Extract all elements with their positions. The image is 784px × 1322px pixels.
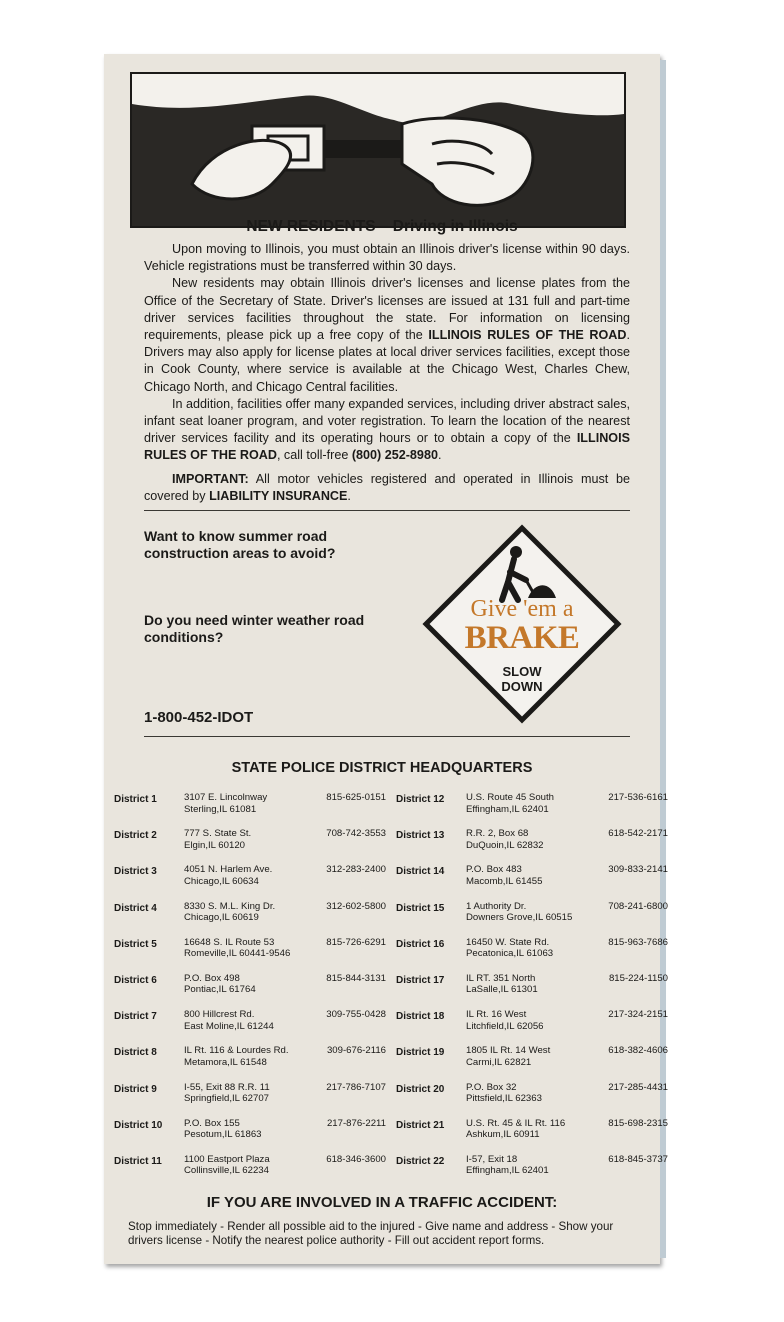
district-row <box>114 822 388 858</box>
district-phone: 618-346-3600 <box>326 1153 386 1165</box>
district-phone: 815-963-7686 <box>608 936 668 948</box>
district-row <box>396 1003 670 1039</box>
district-address-line1: 8330 S. M.L. King Dr. <box>184 900 276 912</box>
district-phone: 217-285-4431 <box>608 1081 668 1093</box>
seatbelt-buckle-illustration <box>130 72 626 228</box>
paragraph-1: Upon moving to Illinois, you must obtain an Illinois driver's license within 90 days. Vehicle registrations must be transferred within 30 days. <box>144 242 630 274</box>
district-address <box>466 973 596 996</box>
district-phone: 309-755-0428 <box>326 1009 386 1021</box>
district-row <box>114 786 388 822</box>
divider <box>144 510 630 511</box>
district-row <box>114 931 388 967</box>
district-name: District 19 <box>396 1047 445 1059</box>
district-address-line1: R.R. 2, Box 68 <box>466 828 529 840</box>
sign-text-brake: BRAKE <box>464 620 580 656</box>
district-name: District 17 <box>396 974 445 986</box>
district-phone: 618-542-2171 <box>608 828 668 840</box>
district-address <box>184 1009 314 1032</box>
district-address-line2: Litchfield,IL 62056 <box>466 1020 544 1032</box>
district-address-line2: Effingham,IL 62401 <box>466 803 549 815</box>
district-address <box>466 937 596 960</box>
district-address-line2: LaSalle,IL 61301 <box>466 984 538 996</box>
district-address-line1: 1100 Eastport Plaza <box>184 1153 270 1165</box>
district-name: District 9 <box>114 1083 157 1095</box>
district-list-left <box>114 786 388 1184</box>
district-row <box>396 1076 670 1112</box>
district-address <box>184 1154 314 1177</box>
district-name: District 14 <box>396 866 445 878</box>
district-address-line1: U.S. Rt. 45 & IL Rt. 116 <box>466 1117 566 1129</box>
district-address-line2: Pittsfield,IL 62363 <box>466 1093 542 1104</box>
divider <box>144 736 630 737</box>
district-row <box>396 967 670 1003</box>
district-address-line2: Collinsville,IL 62234 <box>184 1165 269 1177</box>
district-row <box>396 895 670 931</box>
district-name: District 15 <box>396 902 445 914</box>
district-address-line2: Chicago,IL 60619 <box>184 912 259 924</box>
district-name: District 20 <box>396 1083 445 1095</box>
district-row <box>114 1148 388 1184</box>
district-address <box>184 901 314 924</box>
district-address-line2: Macomb,IL 61455 <box>466 875 543 887</box>
district-phone: 708-742-3553 <box>326 828 386 840</box>
district-address-line1: 777 S. State St. <box>184 828 252 840</box>
district-address <box>466 1009 596 1032</box>
district-row <box>396 1148 670 1184</box>
district-address-line1: 3107 E. Lincolnway <box>184 792 268 803</box>
district-address-line2: Ashkum,IL 60911 <box>466 1129 540 1141</box>
district-phone: 618-382-4606 <box>608 1045 668 1057</box>
give-em-a-brake-sign <box>422 524 622 724</box>
district-address-line1: I-55, Exit 88 R.R. 11 <box>184 1081 270 1093</box>
district-address-line2: Pesotum,IL 61863 <box>184 1129 262 1141</box>
district-address-line2: Effingham,IL 62401 <box>466 1165 549 1177</box>
district-phone: 217-324-2151 <box>608 1009 668 1021</box>
seatbelt-icon <box>132 74 624 226</box>
district-address-line2: Pontiac,IL 61764 <box>184 984 256 996</box>
district-address-line2: Elgin,IL 60120 <box>184 839 245 851</box>
district-row <box>396 822 670 858</box>
accident-instructions: Stop immediately - Render all possible aid to the injured - Give name and address - Show your drivers license - Notify the nearest police authority - Fill out accident report forms. <box>128 1220 614 1247</box>
district-phone: 217-876-2211 <box>326 1117 386 1129</box>
district-address <box>184 1082 314 1105</box>
district-address-line1: P.O. Box 483 <box>466 864 522 876</box>
district-address-line1: IL Rt. 16 West <box>466 1009 527 1021</box>
page-title: NEW RESIDENTS – Driving in Illinois <box>246 218 518 235</box>
district-row <box>114 1039 388 1075</box>
district-address-line2: Chicago,IL 60634 <box>184 875 259 887</box>
district-name: District 3 <box>114 866 157 878</box>
district-phone: 815-698-2315 <box>608 1117 668 1129</box>
district-name: District 7 <box>114 1011 157 1023</box>
district-address-line1: P.O. Box 498 <box>184 972 240 984</box>
idot-phone: 1-800-452-IDOT <box>144 709 254 726</box>
idot-question-summer: Want to know summer road construction areas to avoid? <box>144 528 336 561</box>
district-address <box>466 1082 596 1105</box>
district-name: District 5 <box>114 938 157 950</box>
sign-text-slow-down: SLOW DOWN <box>501 664 543 694</box>
district-phone: 708-241-6800 <box>608 900 668 912</box>
district-address-line1: 1 Authority Dr. <box>466 900 527 912</box>
district-row <box>114 858 388 894</box>
district-address-line1: I-57, Exit 18 <box>466 1153 518 1165</box>
district-name: District 13 <box>396 830 445 842</box>
district-address <box>466 901 596 924</box>
district-address <box>466 864 596 887</box>
district-row <box>396 1112 670 1148</box>
district-address-line2: Sterling,IL 61081 <box>184 803 257 815</box>
district-name: District 22 <box>396 1155 445 1167</box>
district-phone: 312-602-5800 <box>326 900 386 912</box>
district-address <box>184 937 314 960</box>
district-row <box>114 1003 388 1039</box>
district-row <box>396 858 670 894</box>
district-address-line2: DuQuoin,IL 62832 <box>466 839 544 851</box>
district-name: District 4 <box>114 902 157 914</box>
district-address-line1: 16450 W. State Rd. <box>466 936 550 948</box>
district-address <box>184 828 314 851</box>
district-phone: 309-676-2116 <box>326 1045 386 1057</box>
district-row <box>114 1076 388 1112</box>
district-address <box>466 828 596 851</box>
district-address-line1: 800 Hillcrest Rd. <box>184 1009 255 1021</box>
district-address-line1: 16648 S. IL Route 53 <box>184 936 275 948</box>
district-address-line1: U.S. Route 45 South <box>466 792 554 803</box>
district-name: District 2 <box>114 830 157 842</box>
district-name: District 1 <box>114 794 157 805</box>
district-row <box>114 967 388 1003</box>
district-address <box>184 1045 314 1068</box>
district-name: District 10 <box>114 1119 163 1131</box>
district-address <box>184 973 314 996</box>
district-address-line1: P.O. Box 155 <box>184 1117 240 1129</box>
district-name: District 18 <box>396 1011 445 1023</box>
district-row <box>396 786 670 822</box>
district-address <box>184 792 314 815</box>
district-list-right <box>396 786 670 1184</box>
district-phone: 312-283-2400 <box>326 864 386 876</box>
district-phone: 815-625-0151 <box>326 792 386 803</box>
district-phone: 217-786-7107 <box>326 1081 386 1093</box>
district-address-line1: IL Rt. 116 & Lourdes Rd. <box>184 1045 289 1057</box>
accident-title: IF YOU ARE INVOLVED IN A TRAFFIC ACCIDENT: <box>206 1194 558 1211</box>
district-name: District 11 <box>114 1155 162 1167</box>
district-address-line2: East Moline,IL 61244 <box>184 1020 274 1032</box>
district-row <box>114 895 388 931</box>
district-address <box>184 1118 314 1141</box>
district-phone: 309-833-2141 <box>608 864 668 876</box>
district-address-line1: 1805 IL Rt. 14 West <box>466 1045 551 1057</box>
district-address <box>466 792 596 815</box>
map-panel-sheet <box>104 54 668 1264</box>
district-address <box>466 1045 596 1068</box>
district-phone: 815-224-1150 <box>608 972 668 984</box>
district-row <box>396 931 670 967</box>
district-address-line2: Romeville,IL 60441-9546 <box>184 948 291 960</box>
new-residents-text <box>144 241 630 505</box>
district-phone: 217-536-6161 <box>608 792 668 803</box>
idot-question-winter: Do you need winter weather road conditions? <box>144 612 365 645</box>
district-name: District 21 <box>396 1119 445 1131</box>
district-name: District 8 <box>114 1047 157 1059</box>
district-name: District 6 <box>114 974 157 986</box>
district-name: District 16 <box>396 938 445 950</box>
district-address-line1: 4051 N. Harlem Ave. <box>184 864 273 876</box>
paragraph-3: In addition, facilities offer many expanded services, including driver abstract sales, infant seat loaner program, and voter registration. To learn the location of the nearest driver services facility and its operating hours or to obtain a copy of the ILLINOIS RULES OF THE ROAD, call toll-free (800) 252-8980. <box>144 396 630 463</box>
district-name: District 12 <box>396 794 445 805</box>
district-address-line1: P.O. Box 32 <box>466 1081 517 1093</box>
district-row <box>114 1112 388 1148</box>
district-address-line1: IL RT. 351 North <box>466 972 536 984</box>
district-address-line2: Downers Grove,IL 60515 <box>466 912 573 924</box>
district-phone: 618-845-3737 <box>608 1153 668 1165</box>
district-address <box>466 1118 596 1141</box>
district-phone: 815-844-3131 <box>326 972 386 984</box>
district-address-line2: Pecatonica,IL 61063 <box>466 948 554 960</box>
paragraph-2: New residents may obtain Illinois driver's licenses and license plates from the Office of the Secretary of State. Driver's licenses are issued at 131 full and part-time driver services facilities throughout the state. For information on licensing requirements, please pick up a free copy of the ILLINOIS RULES OF THE ROAD. Drivers may also apply for license plates at local driver services facilities, except those in Cook County, where service is available at the Chicago West, Charles Chew, Chicago North, and Chicago Central facilities. <box>144 276 630 394</box>
paragraph-important: IMPORTANT: All motor vehicles registered and operated in Illinois must be covered by LIABILITY INSURANCE. <box>144 471 630 503</box>
district-address <box>184 864 314 887</box>
district-address <box>466 1154 596 1177</box>
district-address-line2: Metamora,IL 61548 <box>184 1056 267 1068</box>
sign-text-give-em-a: Give 'em a <box>470 596 574 622</box>
district-row <box>396 1039 670 1075</box>
section-title-police-hq: STATE POLICE DISTRICT HEADQUARTERS <box>231 760 533 776</box>
district-address-line2: Springfield,IL 62707 <box>184 1093 269 1104</box>
district-address-line2: Carmi,IL 62821 <box>466 1056 532 1068</box>
district-phone: 815-726-6291 <box>326 936 386 948</box>
